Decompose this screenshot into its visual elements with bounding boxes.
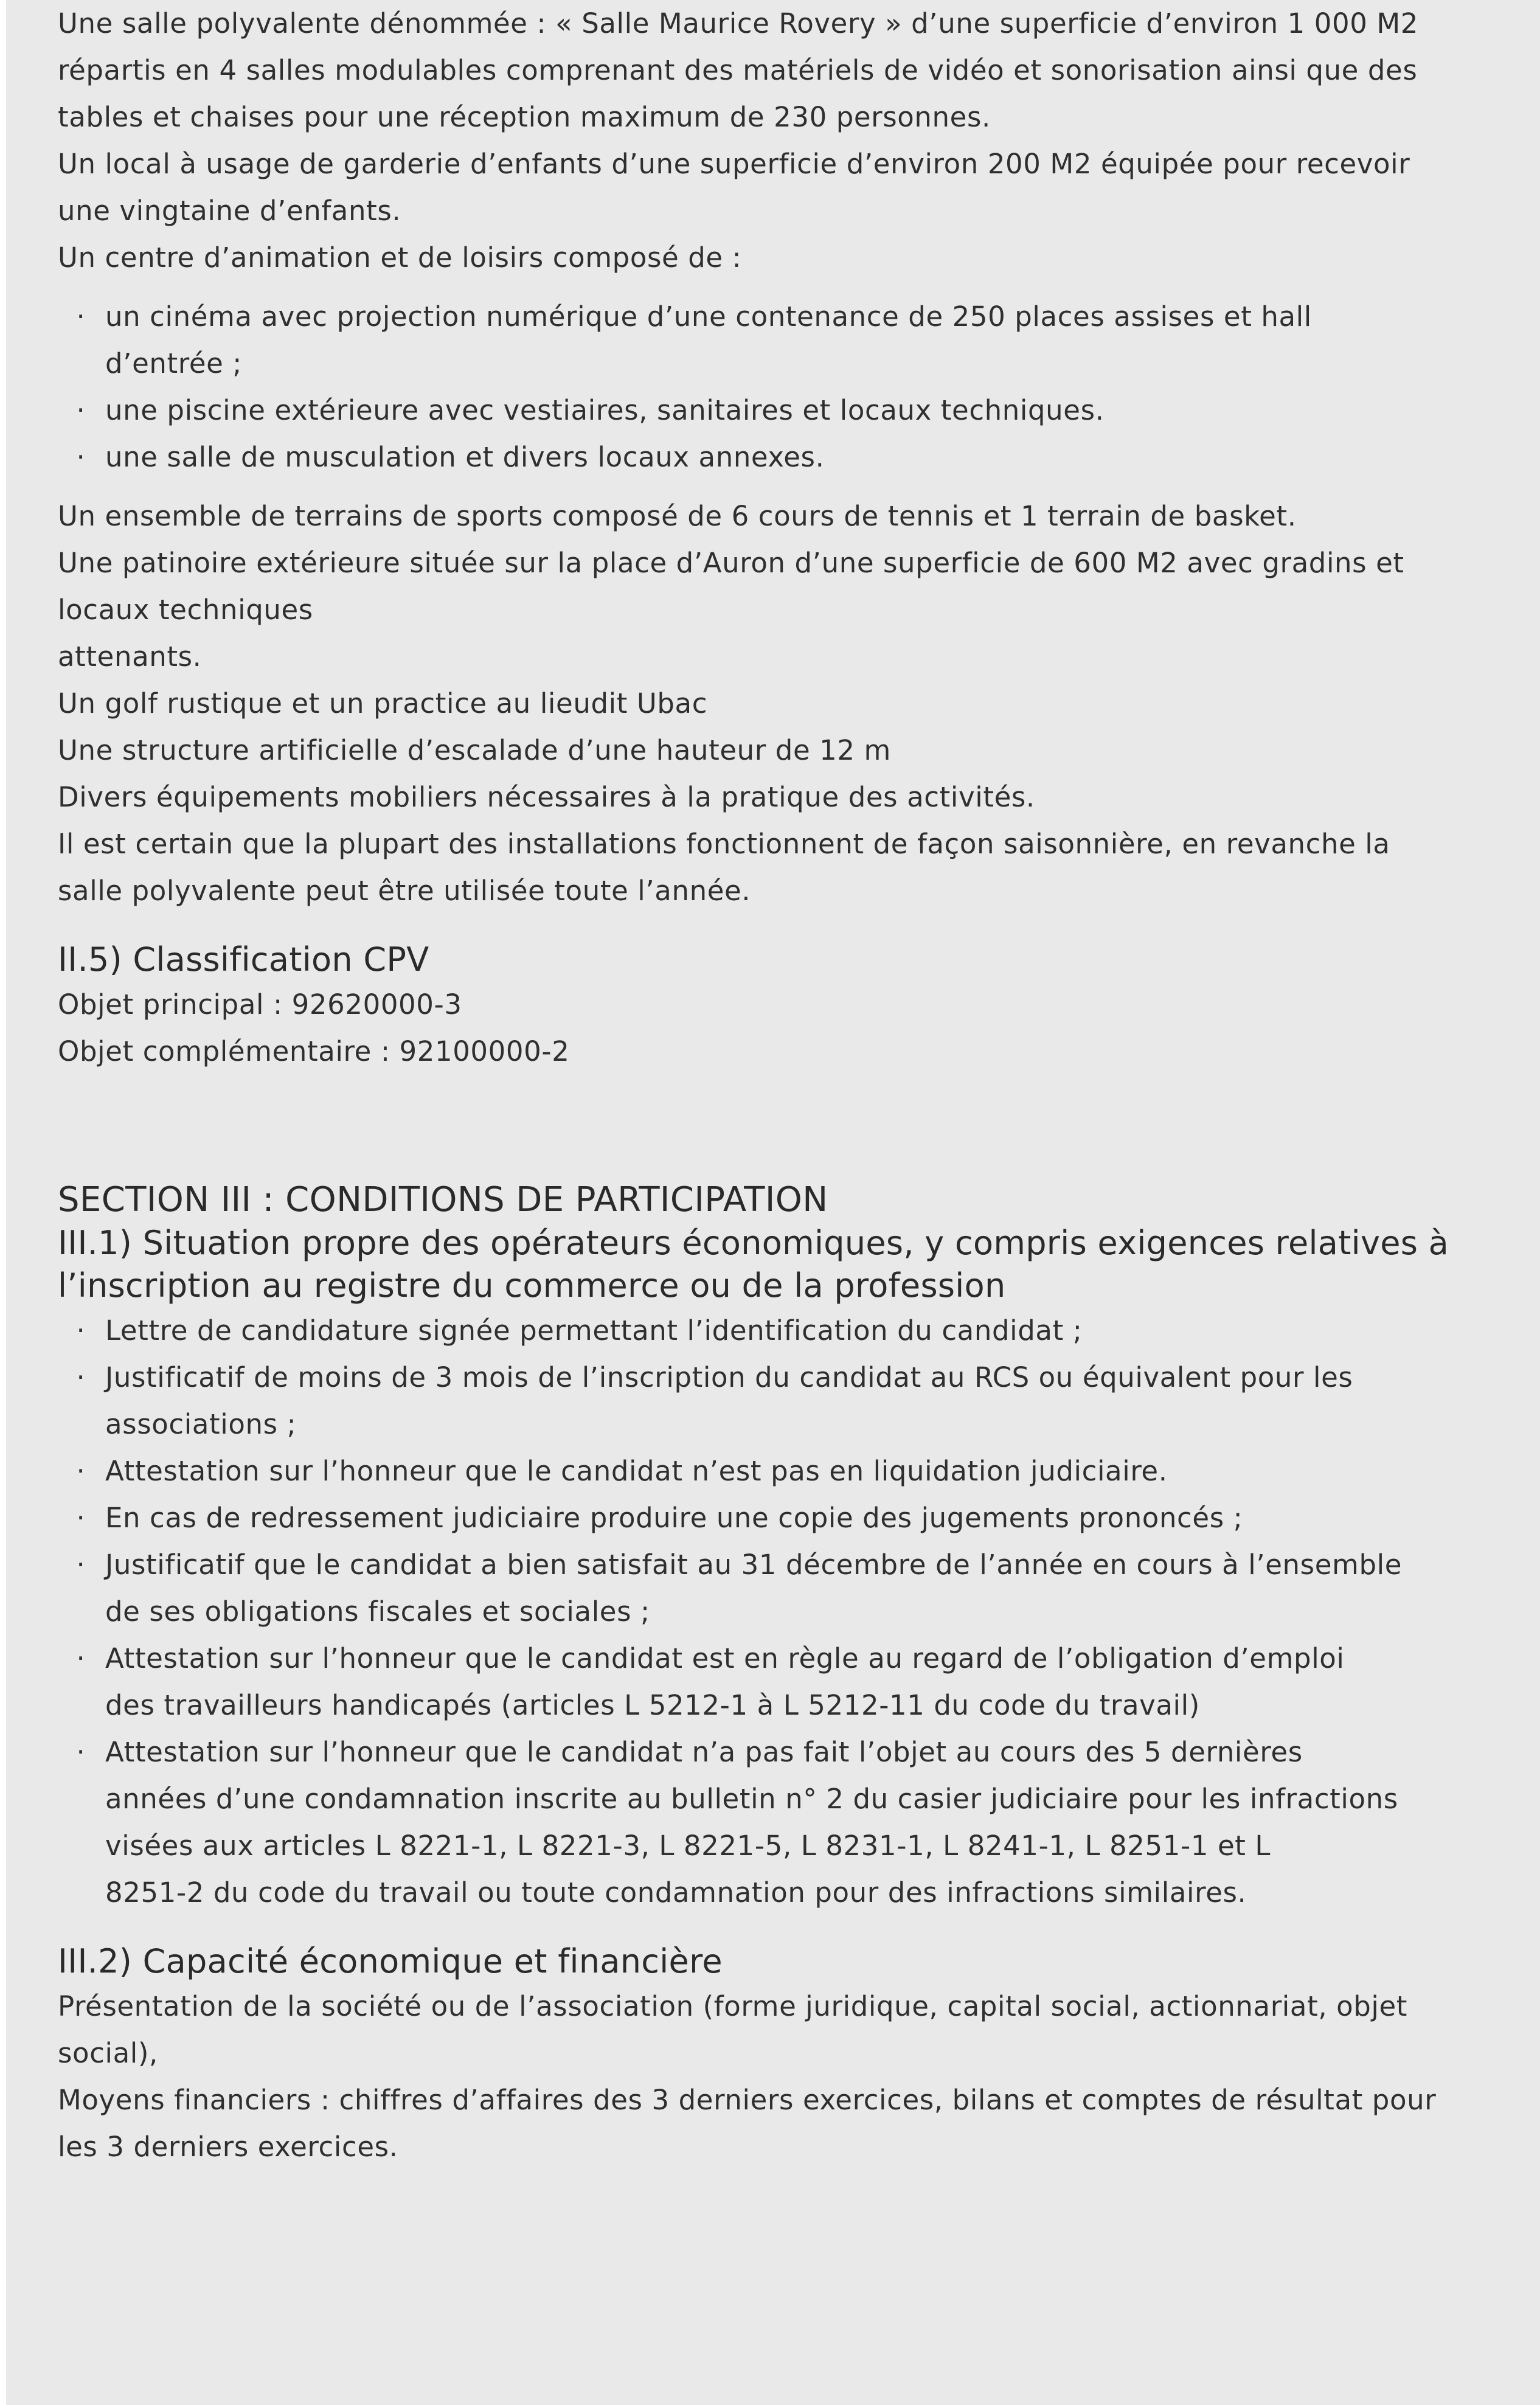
cpv-complementaire: Objet complémentaire : 92100000-2 bbox=[58, 1035, 570, 1067]
equipment-line: Il est certain que la plupart des installations fonctionnent de façon saisonnière, en revanche la bbox=[58, 828, 1390, 860]
list-item: · Attestation sur l’honneur que le candidat n’a pas fait l’objet au cours des 5 dernières années d’une condamnation inscrite au bulletin n° 2 du casier judiciaire pour les infractions visées aux articles L 8221-1, L 8221-3, L 8221-5, L 8231-1, L 8241-1, L 8251-1 et L 8251-2 du code du travail ou toute condamnation pour des infractions similaires. bbox=[58, 1729, 1540, 1916]
bullet: · bbox=[76, 1736, 86, 1768]
bullet: · bbox=[76, 1502, 86, 1534]
intro-line: Une salle polyvalente dénommée : « Salle Maurice Rovery » d’une superficie d’environ 1 000 M2 bbox=[58, 7, 1419, 40]
list-item: · Attestation sur l’honneur que le candidat est en règle au regard de l’obligation d’emploi des travailleurs handicapés (articles L 5212-1 à L 5212-11 du code du travail) bbox=[58, 1635, 1540, 1729]
intro-line: répartis en 4 salles modulables comprenant des matériels de vidéo et sonorisation ainsi que des bbox=[58, 54, 1418, 86]
list-item: · Justificatif que le candidat a bien satisfait au 31 décembre de l’année en cours à l’ensemble de ses obligations fiscales et sociales ; bbox=[58, 1541, 1540, 1635]
list-item: · une piscine extérieure avec vestiaires, sanitaires et locaux techniques. bbox=[58, 387, 1540, 434]
equipment-block bbox=[58, 493, 1540, 914]
equipment-line: Un golf rustique et un practice au lieudit Ubac bbox=[58, 687, 708, 720]
equipment-line: locaux techniques bbox=[58, 594, 313, 626]
intro-line: tables et chaises pour une réception maximum de 230 personnes. bbox=[58, 101, 991, 133]
equipment-line: salle polyvalente peut être utilisée toute l’année. bbox=[58, 875, 751, 907]
bullet: · bbox=[76, 394, 86, 426]
capacity-line: Présentation de la société ou de l’association (forme juridique, capital social, actionnariat, objet bbox=[58, 1990, 1408, 2022]
document-content bbox=[58, 0, 1540, 2170]
equipment-line: Un ensemble de terrains de sports composé de 6 cours de tennis et 1 terrain de basket. bbox=[58, 500, 1297, 532]
cpv-heading: II.5) Classification CPV bbox=[58, 940, 429, 979]
bullet: · bbox=[76, 300, 86, 333]
section-title: SECTION III : CONDITIONS DE PARTICIPATION bbox=[58, 1180, 828, 1220]
equipment-line: attenants. bbox=[58, 640, 202, 673]
document-panel bbox=[6, 0, 1540, 2405]
intro-block bbox=[58, 0, 1540, 281]
list-item: · Attestation sur l’honneur que le candidat n’est pas en liquidation judiciaire. bbox=[58, 1448, 1540, 1494]
subsection-heading-line: III.1) Situation propre des opérateurs économiques, y compris exigences relatives à bbox=[58, 1224, 1449, 1262]
list-item: · En cas de redressement judiciaire produire une copie des jugements prononcés ; bbox=[58, 1494, 1540, 1541]
cpv-principal: Objet principal : 92620000-3 bbox=[58, 988, 462, 1021]
list-item: · Justificatif de moins de 3 mois de l’inscription du candidat au RCS ou équivalent pour les associations ; bbox=[58, 1354, 1540, 1448]
bullet: · bbox=[76, 1549, 86, 1581]
intro-line: Un centre d’animation et de loisirs composé de : bbox=[58, 241, 742, 274]
list-item: · Lettre de candidature signée permettant l’identification du candidat ; bbox=[58, 1307, 1540, 1354]
intro-line: une vingtaine d’enfants. bbox=[58, 195, 401, 227]
requirements-list bbox=[58, 1307, 1540, 1916]
equipment-line: Une structure artificielle d’escalade d’une hauteur de 12 m bbox=[58, 734, 891, 766]
list-item: · une salle de musculation et divers locaux annexes. bbox=[58, 434, 1540, 481]
subsection-heading-line: l’inscription au registre du commerce ou de la profession bbox=[58, 1266, 1006, 1305]
subsection-heading: III.2) Capacité économique et financière bbox=[58, 1942, 723, 1980]
equipment-line: Une patinoire extérieure située sur la place d’Auron d’une superficie de 600 M2 avec gradins et bbox=[58, 547, 1404, 579]
intro-line: Un local à usage de garderie d’enfants d’une superficie d’environ 200 M2 équipée pour recevoir bbox=[58, 148, 1410, 180]
capacity-line: Moyens financiers : chiffres d’affaires des 3 derniers exercices, bilans et comptes de résultat pour bbox=[58, 2084, 1437, 2116]
bullet: · bbox=[76, 1314, 86, 1347]
equipment-line: Divers équipements mobiliers nécessaires à la pratique des activités. bbox=[58, 781, 1035, 813]
subsection-heading bbox=[58, 1222, 1540, 1307]
bullet: · bbox=[76, 441, 86, 473]
bullet: · bbox=[76, 1455, 86, 1487]
bullet: · bbox=[76, 1361, 86, 1393]
list-item: · un cinéma avec projection numérique d’une contenance de 250 places assises et hall d’entrée ; bbox=[58, 293, 1540, 387]
centre-list bbox=[58, 293, 1540, 481]
bullet: · bbox=[76, 1642, 86, 1674]
capacity-block bbox=[58, 1983, 1540, 2170]
capacity-line: les 3 derniers exercices. bbox=[58, 2131, 398, 2163]
capacity-line: social), bbox=[58, 2037, 158, 2069]
